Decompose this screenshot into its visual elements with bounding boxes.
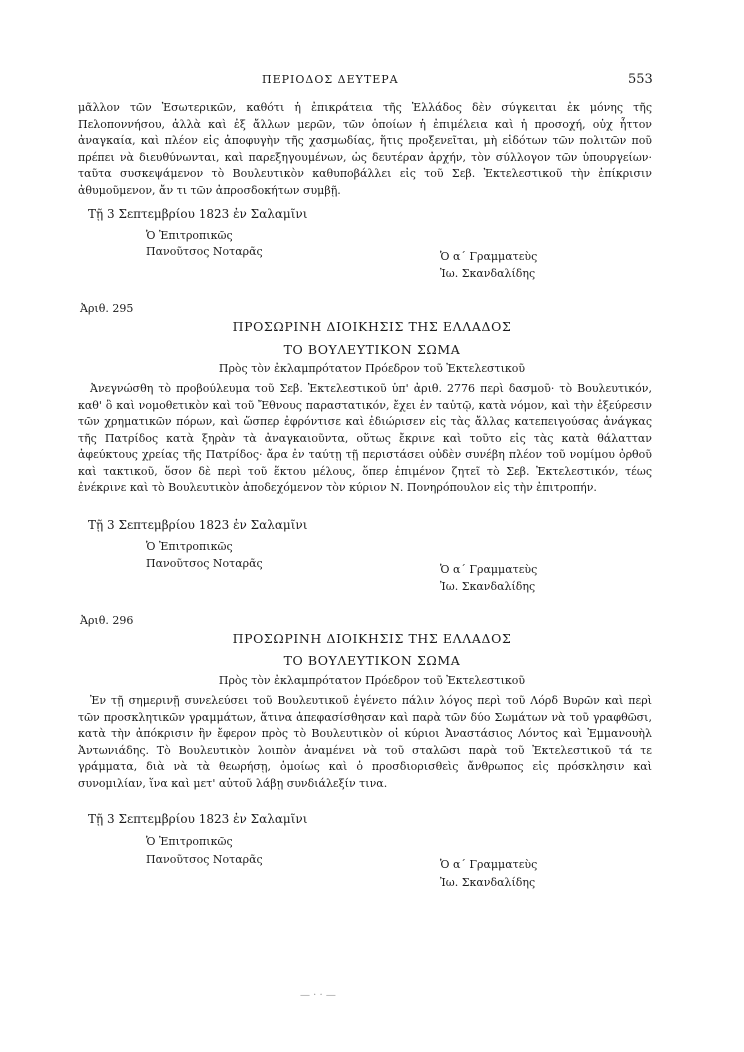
footer-mark: — · · — — [300, 990, 336, 1001]
doc3-sign-right-title: Ὁ α΄ Γραμματεὺς — [440, 858, 538, 871]
doc2-title: ΠΡΟΣΩΡΙΝΗ ΔΙΟΙΚΗΣΙΣ ΤΗΣ ΕΛΛΑΔΟΣ — [232, 319, 512, 334]
doc3-subtitle: ΤΟ ΒΟΥΛΕΥΤΙΚΟΝ ΣΩΜΑ — [283, 653, 461, 668]
doc2-address: Πρὸς τὸν ἐκλαμπρότατον Πρόεδρον τοῦ Ἐκτελεστικοῦ — [218, 362, 526, 375]
doc2-paragraph-text: Ἀνεγνώσθη τὸ προβούλευμα τοῦ Σεβ. Ἐκτελεστικοῦ ὑπ' ἀριθ. 2776 περὶ δασμοῦ· τὸ Βουλευτικόν, καθ' ὃ καὶ νομοθετικὸν καὶ τοῦ Ἔθνους παραστατικόν, ἔχει ἐν ταὐτῷ, κατὰ νόμον, καὶ τὴν ἐξεύρεσιν τῶν χρηματικῶν πόρων, καὶ ὥσπερ ἐφρόντισε καὶ ἐδιώρισεν εἰς τὰς ἄλλας κατεπειγούσας ἀνάγκας τῆς Πατρίδος κατὰ ξηρὰν τὰ ἀναγκαιοῦντα, οὕτως ἔκρινε καὶ τοῦτο εἰς τὰς κατὰ θάλατταν ἀφεύκτους χρείας τῆς Πατρίδος· ἄρα ἐν ταύτῃ τῇ περιστάσει οὐδὲν συνέβη πλέον τοῦ νομίμου ὀρθοῦ καὶ τακτικοῦ, ὅσον δὲ περὶ τοῦ ἕκτου μέλους, ὅπερ ἐπιμένον ζητεῖ τὸ Σεβ. Ἐκτελεστικόν, τέως ἐνέκρινε καὶ τὸ Βουλευτικὸν ἀποδεχόμενον τὸν κύριον Ν. Πονηρόπουλον εἰς τὴν ἐπιτροπήν. — [78, 382, 652, 494]
doc3-sign-left-title: Ὁ Ἐπιτροπικῶς — [146, 835, 233, 848]
doc1-paragraph-text: μᾶλλον τῶν Ἐσωτερικῶν, καθότι ἡ ἐπικράτεια τῆς Ἑλλάδος δὲν σύγκειται ἐκ μόνης τῆς Πελοποννήσου, ἀλλὰ καὶ ἐξ ἄλλων μερῶν, τῶν ὁποίων ἡ ἐπιμέλεια καὶ ἡ προσοχή, οὐχ ἧττον ἀναγκαία, καὶ πλέον εἰς ἀποφυγὴν τῆς χασμωδίας, ἥτις προξενεῖται, μὴ εἰδότων τῶν πολιτῶν ποῦ πρέπει νὰ διευθύνωνται, καὶ παρεξηγουμένων, ὡς δευτέραν ἀρχήν, τὸν σύλλογον τῶν ὑπουργείων· ταῦτα συσκεψάμενον τὸ Βουλευτικὸν καθυποβάλλει εἰς τοῦ Σεβ. Ἐκτελεστικοῦ τὴν ἐπίκρισιν ἀθυμοῦμενον, ἄν τι τῶν ἀπροσδοκήτων συμβῇ. — [78, 101, 652, 197]
doc1-date: Τῇ 3 Σεπτεμβρίου 1823 ἐν Σαλαμῖνι — [88, 207, 308, 221]
doc1-paragraph — [78, 100, 652, 199]
doc2-date: Τῇ 3 Σεπτεμβρίου 1823 ἐν Σαλαμῖνι — [88, 518, 308, 532]
doc3-sign-left-name: Πανοῦτσος Νοταρᾶς — [146, 853, 263, 866]
doc1-sign-right-title: Ὁ α΄ Γραμματεὺς — [440, 250, 538, 263]
doc3-paragraph — [78, 693, 652, 792]
doc3-title: ΠΡΟΣΩΡΙΝΗ ΔΙΟΙΚΗΣΙΣ ΤΗΣ ΕΛΛΑΔΟΣ — [232, 631, 512, 646]
doc3-date: Τῇ 3 Σεπτεμβρίου 1823 ἐν Σαλαμῖνι — [88, 812, 308, 826]
doc3-sign-right-name: Ἰω. Σκανδαλίδης — [440, 876, 536, 889]
doc1-sign-left-title: Ὁ Ἐπιτροπικῶς — [146, 229, 233, 242]
doc2-number: Ἀριθ. 295 — [80, 302, 134, 315]
doc3-paragraph-text: Ἐν τῇ σημερινῇ συνελεύσει τοῦ Βουλευτικοῦ ἐγένετο πάλιν λόγος περὶ τοῦ Λόρδ Βυρῶν καὶ περὶ τῶν προσκλητικῶν γραμμάτων, ἅτινα ἀπεφασίσθησαν καὶ παρὰ τῶν δύο Σωμάτων νὰ τοῦ γραφθῶσι, κατὰ τὴν ἀπόκρισιν ἣν ἔφερον πρὸς τὸ Βουλευτικὸν οἱ κύριοι Ἀναστάσιος Λόντος καὶ Ἐμμανουὴλ Ἀντωνιάδης. Τὸ Βουλευτικὸν λοιπὸν ἀναμένει νὰ τοῦ σταλῶσι παρὰ τοῦ Ἐκτελεστικοῦ τά τε γράμματα, διὰ νὰ τὰ θεωρήσῃ, ὁμοίως καὶ ὁ προσδιορισθεὶς ἄνθρωπος εἰς πρόσκλησιν καὶ συνομιλίαν, ἵνα καὶ μετ' αὐτοῦ λάβῃ συνδιάλεξίν τινα. — [78, 694, 652, 790]
doc3-address: Πρὸς τὸν ἐκλαμπρότατον Πρόεδρον τοῦ Ἐκτελεστικοῦ — [218, 674, 526, 687]
doc3-number: Ἀριθ. 296 — [80, 614, 134, 627]
doc2-paragraph — [78, 381, 652, 497]
doc2-sign-left-name: Πανοῦτσος Νοταρᾶς — [146, 557, 263, 570]
doc2-sign-right-title: Ὁ α΄ Γραμματεὺς — [440, 563, 538, 576]
doc2-sign-right-name: Ἰω. Σκανδαλίδης — [440, 580, 536, 593]
doc2-sign-left-title: Ὁ Ἐπιτροπικῶς — [146, 540, 233, 553]
doc1-sign-left-name: Πανοῦτσος Νοταρᾶς — [146, 245, 263, 258]
doc2-subtitle: ΤΟ ΒΟΥΛΕΥΤΙΚΟΝ ΣΩΜΑ — [283, 342, 461, 357]
doc1-sign-right-name: Ἰω. Σκανδαλίδης — [440, 267, 536, 280]
page-number: 553 — [628, 72, 653, 87]
running-title: ΠΕΡΙΟΔΟΣ ΔΕΥΤΕΡΑ — [262, 73, 399, 86]
